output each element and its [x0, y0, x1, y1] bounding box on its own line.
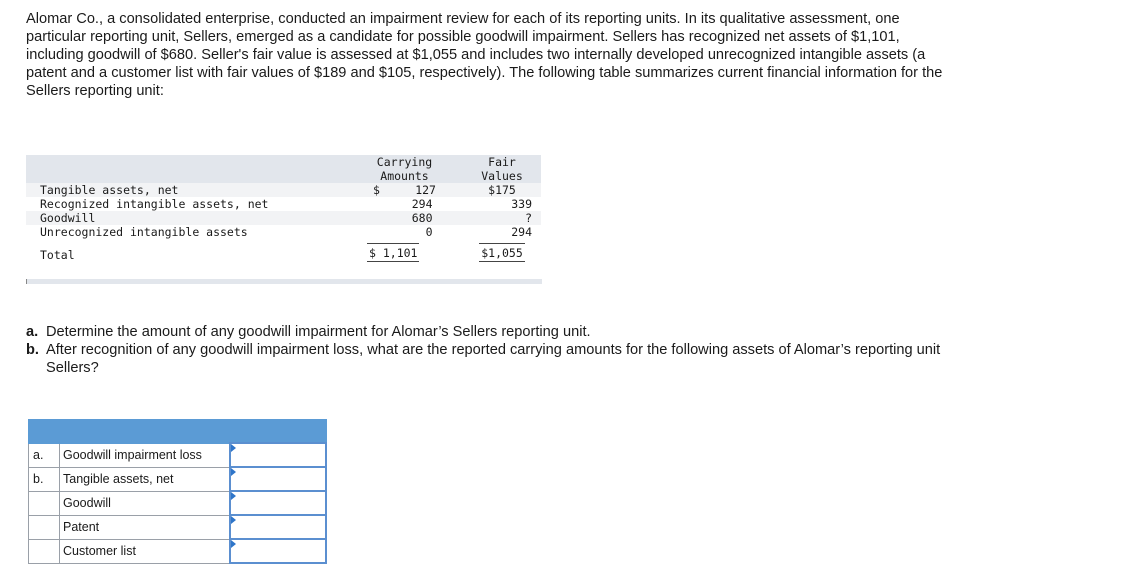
tangible-assets-input[interactable] [231, 468, 325, 490]
answer-label: Tangible assets, net [60, 467, 231, 491]
question-b [26, 341, 956, 377]
answer-letter: a. [29, 443, 60, 467]
answer-row [29, 515, 327, 539]
dollar-sign: $ [373, 183, 380, 197]
header-carrying-line2: Amounts [380, 169, 429, 183]
header-carrying-line1: Carrying [376, 155, 433, 169]
answer-label: Goodwill impairment loss [60, 443, 231, 467]
financial-info-table [26, 155, 541, 262]
answer-letter: b. [29, 467, 60, 491]
row-label: Recognized intangible assets, net [40, 197, 269, 211]
answer-row [29, 491, 327, 515]
problem-statement: Alomar Co., a consolidated enterprise, conducted an impairment review for each of its reporting units. In its qualitative assessment, one particular reporting unit, Sellers, emerged as a candidate for possible goodwill impairment. Sellers has recognized net assets of $1,101, including goodwill of $680. Seller's fair value is assessed at $1,055 and includes two internally developed unrecognized intangible assets (a patent and a customer list with fair values of $189 and $105, respectively). The following table summarizes current financial information for the Sellers reporting unit: [26, 11, 943, 99]
row-carrying [367, 183, 442, 197]
table-row [26, 225, 541, 239]
answer-row [29, 443, 327, 467]
goodwill-impairment-loss-input[interactable] [231, 444, 325, 466]
row-fair: $175 [472, 183, 532, 197]
input-marker-icon [231, 492, 236, 500]
row-fair: ? [472, 211, 532, 225]
question-letter: a. [26, 324, 39, 340]
goodwill-input[interactable] [231, 492, 325, 514]
table-bottom-bar [26, 279, 542, 284]
row-carrying [367, 225, 442, 239]
header-fair-line2: Values [481, 169, 523, 183]
input-marker-icon [231, 444, 236, 452]
answer-label: Patent [60, 515, 231, 539]
customer-list-input[interactable] [231, 540, 325, 562]
answer-label: Goodwill [60, 491, 231, 515]
answer-letter [29, 515, 60, 539]
input-marker-icon [231, 516, 236, 524]
row-label: Tangible assets, net [26, 183, 367, 197]
answer-letter [29, 539, 60, 563]
table-row [26, 183, 541, 197]
total-carrying: $ 1,101 [367, 243, 419, 262]
carrying-value: 0 [425, 225, 433, 239]
total-label: Total [40, 248, 75, 262]
answer-letter [29, 491, 60, 515]
question-text: After recognition of any goodwill impairment loss, what are the reported carrying amounts for the following assets of Alomar’s reporting unit Sellers? [46, 342, 941, 376]
header-fair-line1: Fair [488, 155, 516, 169]
answer-table-header [29, 420, 327, 444]
table-header-row [26, 155, 541, 183]
question-a [26, 323, 956, 341]
row-label: Unrecognized intangible assets [40, 225, 248, 239]
carrying-value: 294 [411, 197, 433, 211]
input-marker-icon [231, 540, 236, 548]
header-blank [26, 155, 367, 183]
input-marker-icon [231, 468, 236, 476]
row-fair: 294 [511, 225, 532, 239]
total-row [26, 239, 541, 262]
row-fair: 339 [511, 197, 532, 211]
carrying-value: 127 [415, 183, 436, 197]
answer-table [28, 419, 327, 564]
table-row [26, 197, 541, 211]
total-fair: $1,055 [479, 243, 525, 262]
patent-input[interactable] [231, 516, 325, 538]
question-text: Determine the amount of any goodwill impairment for Alomar’s Sellers reporting unit. [46, 324, 591, 340]
header-carrying-amounts [367, 155, 442, 183]
questions [26, 323, 956, 377]
answer-row [29, 539, 327, 563]
header-fair-values [472, 155, 532, 183]
question-letter: b. [26, 342, 39, 358]
answer-label: Customer list [60, 539, 231, 563]
row-carrying [367, 211, 442, 225]
carrying-value: 680 [411, 211, 433, 225]
row-carrying [367, 197, 442, 211]
table-row [26, 211, 541, 225]
answer-row [29, 467, 327, 491]
row-label: Goodwill [26, 211, 367, 225]
